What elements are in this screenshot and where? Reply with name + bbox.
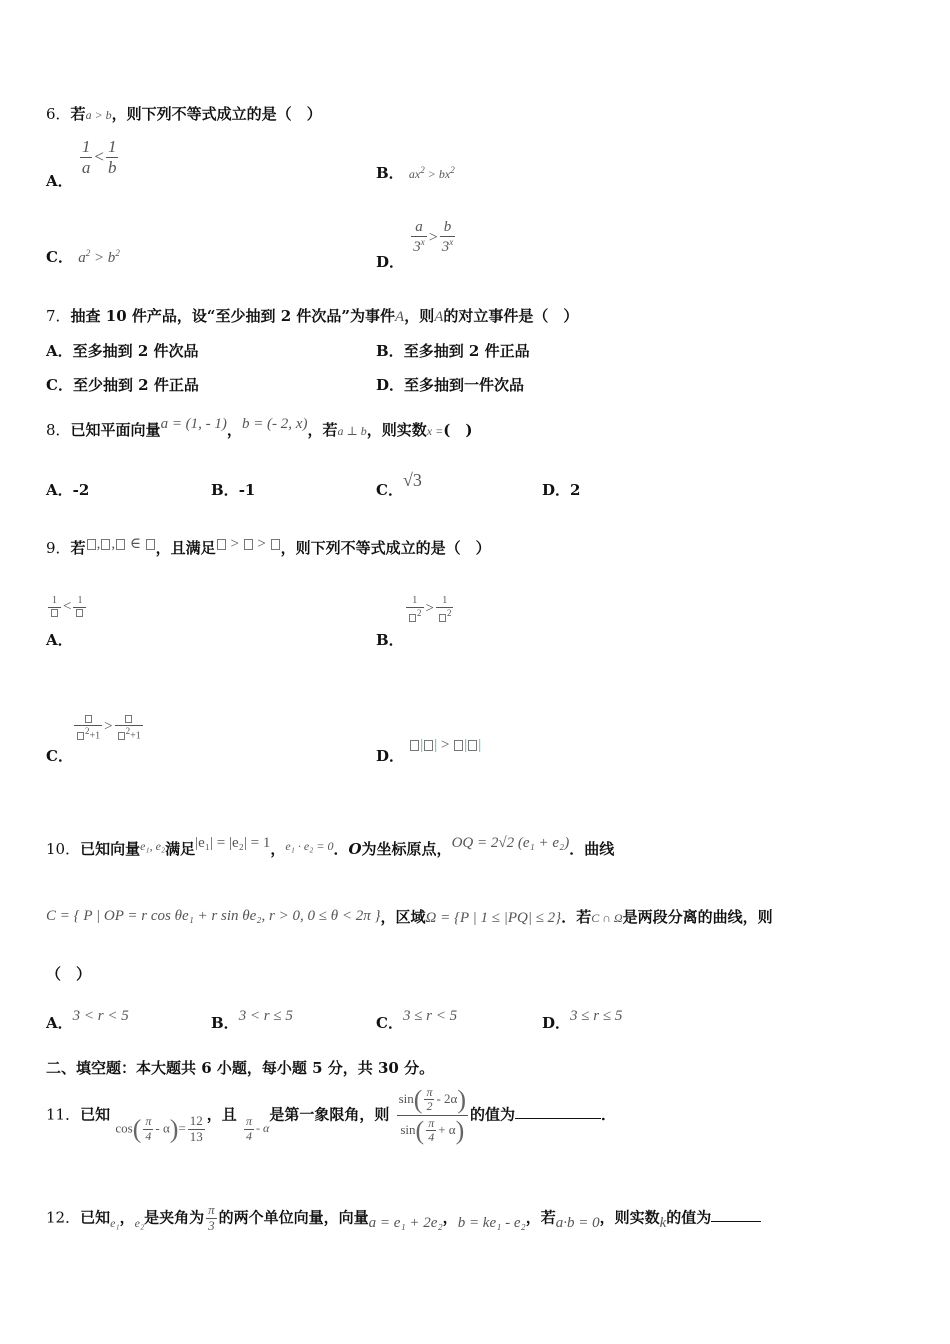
section-heading: 二、填空题：本大题共 6 小题，每小题 5 分，共 30 分。 [46,1059,435,1077]
option-label: D． [376,376,405,394]
option-text: 至多抽到 2 件次品 [72,342,199,360]
vector-b-def: b = ke₁ - e₂ [457,1215,526,1232]
sin-ratio-fraction: sin( $\frac{\pi}{2}$ - 2α) sin( $\frac{\pi}{4}$ + α) [398,1084,467,1145]
question-text: ，则下列不等式成立的是（ ） [280,539,491,557]
option-label: A． [46,631,73,649]
fraction-pi-over-3: $\frac{\pi}{3}$ [208,1202,215,1233]
option-a: A． $\frac{1}{a}$ < $\frac{1}{b}$ [46,137,117,191]
option-label: C． [376,481,403,499]
vectors-e1-e2: e₁, e₂ [140,839,166,853]
origin-o: O [348,840,362,858]
question-text: 是两段分离的曲线，则 [622,908,773,926]
math-condition: a > b [85,108,112,122]
question-6 [46,103,322,124]
vector-e1: e₁ [110,1216,120,1231]
question-number: 6． [46,105,71,123]
garbled-order-condition: > > [216,536,281,552]
option-d [542,479,580,500]
option-c [46,374,199,395]
option-text: 3 ≤ r < 5 [402,1008,458,1024]
vector-e2: e₂ [134,1216,145,1231]
option-label: C． [46,747,73,766]
option-d [542,1004,623,1032]
question-text: ，则下列不等式成立的是（ ） [111,105,322,123]
fraction-b-over-3x: $\frac{b}{3^x}$ [441,219,454,256]
option-label: B． [376,164,404,182]
dot-condition: a·b = 0 [555,1215,600,1232]
question-text: 为坐标原点， [361,840,452,858]
fraction-a-over-3x: $\frac{a}{3^x}$ [413,219,425,256]
question-9 [46,537,491,558]
question-text: ．曲线 [569,840,615,858]
math-expression: $a^2 > b^2$ [78,248,120,266]
option-text: 至多抽到一件次品 [404,376,525,394]
question-number: 12． [46,1208,81,1227]
question-10-line-2 [46,906,773,927]
question-text: ，若 [307,421,338,439]
option-b [376,162,455,183]
question-text: ．若 [561,908,592,926]
garbled-fraction: 2+1 [115,713,143,741]
question-number: 8． [46,421,71,439]
option-text: 3 < r < 5 [72,1008,129,1024]
question-text: 的对立事件是（ ） [443,307,579,325]
option-b: $\frac{1}{2}$ > $\frac{1}{2}$ B． [376,595,452,650]
garbled-abs-inequality: | | > | | [409,737,481,753]
question-text: ， [226,421,242,439]
variable-k: k [659,1215,667,1232]
x-equals: x = [426,424,444,438]
vector-b: b = (- 2, x) [241,416,308,432]
question-7 [46,305,578,326]
question-text: 的值为 [666,1208,712,1227]
option-label: A． [46,342,73,360]
question-12 [46,1203,761,1234]
option-a [46,340,199,361]
question-text: 满足 [165,840,196,858]
cos-expression: cos( $\frac{\pi}{4}$ - α)= $\frac{12}{13}$ [115,1112,203,1144]
garbled-fraction: 1 [73,595,86,619]
option-label: A． [46,481,73,499]
option-label: C． [46,248,73,266]
orthogonal-condition: e₁ · e₂ = 0 [285,839,334,853]
option-label: B． [211,481,239,499]
option-text: 3 < r ≤ 5 [238,1008,293,1024]
question-number: 9． [46,539,71,557]
garbled-fraction: 1 [48,595,61,619]
option-c: 2+1 > 2+1 C． [46,713,119,766]
question-text: 是夹角为 [144,1208,205,1227]
question-text: 若 [70,105,86,123]
option-b [211,1004,293,1032]
question-11 [46,1085,616,1146]
answer-paren: （ ） [46,965,92,983]
option-a [46,1004,129,1032]
question-number: 11． [46,1105,81,1124]
curve-c-definition: C = { P | OP = r cos θe₁ + r sin θe₂, r > 0, 0 ≤ θ < 2π } [46,908,381,924]
answer-blank[interactable] [711,1209,761,1222]
question-text: 已知 [80,1208,111,1227]
question-text: 已知 [80,1105,111,1124]
event-a: A [395,309,405,325]
question-10: 10．已知向量$^{e_1, e_2}$满足|e₁| = |e₂| = 1，$^{e_1 \cdot e_2 = 0}$．O为坐标原点，OQ = 2√2 (e₁ + e₂)．曲线 [46,835,615,858]
fraction-1-over-b: $\frac{1}{b}$ [107,137,117,177]
option-label: D． [542,481,571,499]
option-b [376,340,530,361]
question-text: ，则实数 [366,421,427,439]
option-label: A． [46,1014,73,1032]
option-text: 至多抽到 2 件正品 [403,342,530,360]
question-number: 10． [46,840,81,858]
question-text: 已知平面向量 [70,421,161,439]
option-label: C． [46,376,73,394]
intersection: C ∩ Ω [591,911,623,925]
question-text: ，则 [404,307,435,325]
question-text: 若 [70,539,86,557]
option-label: B． [376,631,404,650]
option-label: D． [376,747,405,765]
option-text: 2 [570,481,581,499]
question-text: ，且 [206,1105,237,1124]
fraction-1-over-a: $\frac{1}{a}$ [81,137,91,177]
question-text: 的两个单位向量，向量 [218,1208,369,1227]
option-c [376,470,422,500]
option-a [46,479,89,500]
question-8 [46,416,473,440]
question-text: 是第一象限角，则 [269,1105,390,1124]
region-omega: Ω = {P | 1 ≤ |PQ| ≤ 2} [425,910,562,926]
question-text: ( ) [443,421,473,439]
option-label: D． [542,1014,571,1032]
question-text: 抽查 10 件产品，设“至少抽到 2 件次品”为事件 [70,307,396,325]
math-expression: $ax^2 > bx^2$ [408,165,455,181]
question-text: ，区域 [380,908,426,926]
question-text: ， [119,1208,135,1227]
option-label: C． [376,1014,403,1032]
option-text: 3 ≤ r ≤ 5 [570,1008,623,1024]
option-text: -1 [238,481,256,499]
angle-expression: $\frac{\pi}{4}$ - α [246,1114,270,1143]
event-a: A [434,309,444,325]
garbled-fraction: 2+1 [74,713,102,741]
option-text: 至少抽到 2 件正品 [72,376,199,394]
option-d: D． $\frac{a}{3^x}$ > $\frac{b}{3^x}$ [376,219,454,271]
option-d [376,737,482,766]
option-label: D． [376,252,405,271]
sqrt-3: √3 [402,470,422,490]
vector-oq: OQ = 2√2 (e₁ + e₂) [451,835,570,851]
question-text: 已知向量 [80,840,141,858]
option-c [376,1004,458,1032]
vector-a-def: a = e₁ + 2e₂ [368,1215,443,1232]
question-number: 7． [46,307,71,325]
garbled-fraction: $\frac{1}{2}$ [436,595,454,623]
option-c [46,246,120,267]
question-text: ， [442,1208,458,1227]
unit-norm-condition: |e₁| = |e₂| = 1 [195,835,271,851]
option-text: -2 [72,481,90,499]
perpendicular-condition: a ⊥ b [337,424,367,438]
question-text: 的值为 [470,1105,516,1124]
question-text: ，则实数 [599,1208,660,1227]
question-text: ，且满足 [155,539,216,557]
option-a: 1 < 1 A． [46,595,88,650]
garbled-set-condition: , , ∈ [86,536,156,552]
option-d [376,374,524,395]
option-label: B． [211,1014,239,1032]
vector-a: a = (1, - 1) [160,416,227,432]
option-b [211,479,255,500]
question-text: ，若 [525,1208,556,1227]
option-label: A． [46,172,73,191]
option-label: B． [376,342,404,360]
question-text: ． [601,1105,617,1124]
answer-blank[interactable] [515,1106,601,1119]
garbled-fraction: $\frac{1}{2}$ [406,595,424,623]
